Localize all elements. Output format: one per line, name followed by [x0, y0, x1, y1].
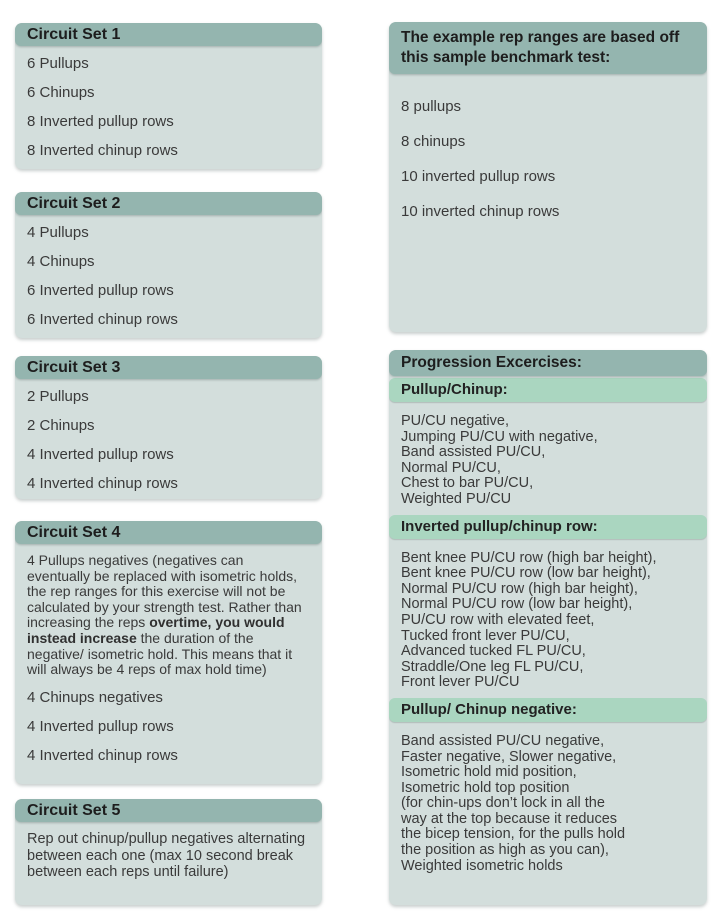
- progression-exercises-panel: [389, 350, 707, 905]
- circuit-set-2-panel: [15, 192, 322, 338]
- circuit-set-3-list: [15, 379, 322, 499]
- exercise-item: 4 Inverted chinup rows: [27, 746, 178, 764]
- exercise-item: 6 Chinups: [27, 84, 95, 101]
- circuit-set-4-list: [15, 544, 322, 780]
- progression-line: Jumping PU/CU with negative,: [401, 428, 598, 445]
- exercise-item: 6 Inverted chinup rows: [27, 311, 178, 328]
- benchmark-item: 10 inverted chinup rows: [401, 203, 560, 220]
- progression-line: PU/CU negative,: [401, 413, 509, 429]
- benchmark-list: [389, 74, 707, 221]
- progression-line: Isometric hold mid position,: [401, 764, 577, 781]
- exercise-item: 2 Chinups: [27, 417, 95, 434]
- progression-line: Tucked front lever PU/CU,: [401, 627, 570, 644]
- benchmark-item: 10 inverted pullup rows: [401, 168, 556, 185]
- negative-list: [389, 722, 707, 881]
- circuit-set-4-title-bar: Circuit Set 4: [15, 521, 322, 544]
- progression-line: Chest to bar PU/CU,: [401, 475, 534, 492]
- exercise-item: 6 Inverted pullup rows: [27, 282, 174, 299]
- pullup-chinup-list: [389, 402, 707, 515]
- progression-line: Front lever PU/CU: [401, 674, 520, 691]
- circuit-set-5-body: [15, 822, 322, 885]
- circuit-set-1-title-bar: Circuit Set 1: [15, 23, 322, 46]
- progression-line: Bent knee PU/CU row (low bar height),: [401, 565, 651, 582]
- progression-line: Weighted PU/CU: [401, 490, 512, 507]
- benchmark-item: 8 chinups: [401, 133, 466, 150]
- exercise-item: 8 Inverted chinup rows: [27, 142, 178, 159]
- inverted-row-subheader: Inverted pullup/chinup row:: [389, 515, 707, 539]
- negative-subheader: Pullup/ Chinup negative:: [389, 698, 707, 722]
- circuit-set-4-panel: [15, 521, 322, 784]
- progression-line: Isometric hold top position: [401, 779, 570, 796]
- exercise-item: 4 Chinups: [27, 253, 95, 270]
- circuit-set-1-list: [15, 46, 322, 169]
- progression-line: Band assisted PU/CU negative,: [401, 732, 605, 749]
- benchmark-item: 8 pullups: [401, 98, 462, 115]
- exercise-item: 4 Pullups: [27, 224, 89, 241]
- circuit-set-5-paragraph: Rep out chinup/pullup negatives alternating between each one (max 10 second break between each reps until failure): [27, 831, 306, 880]
- circuit-set-5-title-bar: Circuit Set 5: [15, 799, 322, 822]
- benchmark-test-panel: [389, 22, 707, 332]
- progression-line: Band assisted PU/CU,: [401, 444, 546, 461]
- progression-line: Normal PU/CU row (low bar height),: [401, 596, 633, 613]
- exercise-item: 4 Inverted pullup rows: [27, 446, 174, 463]
- exercise-item: 4 Inverted pullup rows: [27, 717, 174, 735]
- progression-line: (for chin-ups don’t lock in all the: [401, 795, 605, 812]
- progression-line: Normal PU/CU row (high bar height),: [401, 580, 638, 597]
- exercise-item: 6 Pullups: [27, 55, 89, 72]
- circuit-set-3-title-bar: Circuit Set 3: [15, 356, 322, 379]
- progression-line: Bent knee PU/CU row (high bar height),: [401, 549, 657, 566]
- progression-line: the bicep tension, for the pulls hold: [401, 826, 626, 843]
- progression-line: Weighted isometric holds: [401, 857, 563, 874]
- exercise-item: 4 Chinups negatives: [27, 688, 163, 706]
- progression-line: Normal PU/CU,: [401, 459, 501, 476]
- circuit-set-1-panel: [15, 23, 322, 169]
- progression-line: Straddle/One leg FL PU/CU,: [401, 658, 584, 675]
- progression-line: the position as high as you can),: [401, 842, 609, 859]
- exercise-item: 2 Pullups: [27, 388, 89, 405]
- progression-title-bar: Progression Excercises:: [389, 350, 707, 376]
- circuit-set-2-list: [15, 215, 322, 338]
- progression-line: PU/CU row with elevated feet,: [401, 611, 595, 628]
- inverted-row-list: [389, 539, 707, 698]
- circuit-set-2-title-bar: Circuit Set 2: [15, 192, 322, 215]
- pullup-chinup-subheader: Pullup/Chinup:: [389, 378, 707, 402]
- progression-line: Advanced tucked FL PU/CU,: [401, 643, 586, 660]
- circuit-set-4-note: [27, 553, 310, 678]
- benchmark-title-bar: The example rep ranges are based off this sample benchmark test:: [389, 22, 707, 74]
- note-text-emphasis: overtime, you would instead increase: [27, 614, 285, 646]
- exercise-item: 4 Inverted chinup rows: [27, 475, 178, 492]
- exercise-item: 8 Inverted pullup rows: [27, 113, 174, 130]
- circuit-set-5-panel: [15, 799, 322, 905]
- progression-line: way at the top because it reduces: [401, 810, 618, 827]
- note-text: the duration of the negative/ isometric hold. This means that it will always be 4 reps of max hold time): [27, 629, 293, 678]
- circuit-set-3-panel: [15, 356, 322, 499]
- note-text: 4 Pullups negatives (negatives can eventually be replaced with isometric holds, the rep ranges for this exercise will not be calculated by your strength test. Rather than increasing the reps: [27, 552, 302, 631]
- progression-line: Faster negative, Slower negative,: [401, 748, 617, 765]
